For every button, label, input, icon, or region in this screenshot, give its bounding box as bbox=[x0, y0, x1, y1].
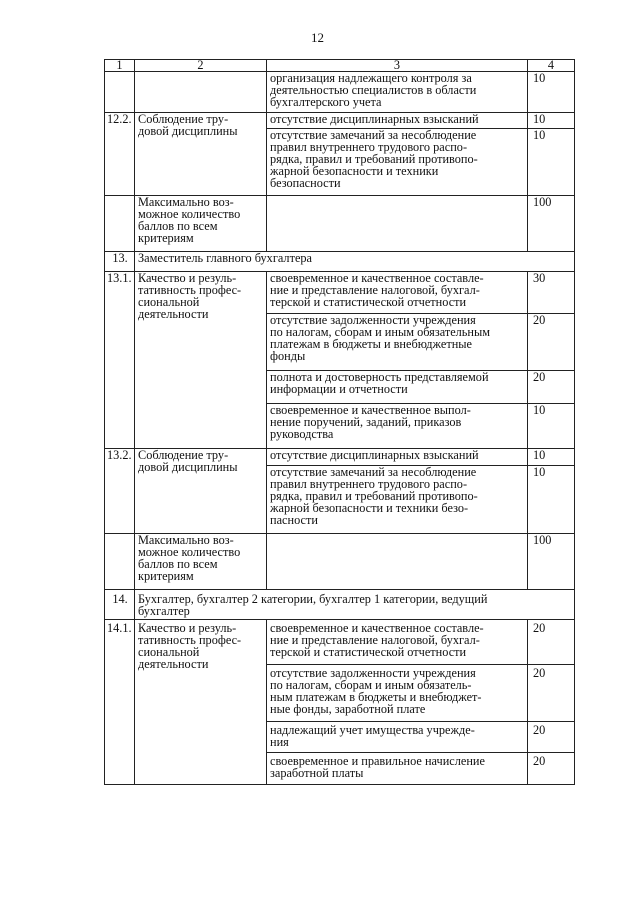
table-row bbox=[105, 620, 575, 665]
indicator-name: Соблюдение тру- довой дисциплины bbox=[135, 113, 267, 196]
score-value: 20 bbox=[528, 665, 575, 722]
score-value: 10 bbox=[528, 72, 575, 113]
row-number bbox=[105, 196, 135, 252]
column-header: 1 bbox=[105, 60, 135, 72]
row-number: 13.2. bbox=[105, 449, 135, 534]
table-row bbox=[105, 534, 575, 590]
indicator-name: Максимально воз- можное количество баллов по всем критериям bbox=[135, 534, 267, 590]
section-title: Бухгалтер, бухгалтер 2 категории, бухгалтер 1 категории, ведущий бухгалтер bbox=[135, 590, 575, 620]
score-value: 10 bbox=[528, 113, 575, 129]
section-number: 13. bbox=[105, 252, 135, 272]
column-header: 3 bbox=[267, 60, 528, 72]
criterion-text: отсутствие дисциплинарных взысканий bbox=[267, 449, 528, 466]
criterion-text: надлежащий учет имущества учрежде- ния bbox=[267, 722, 528, 753]
score-value: 20 bbox=[528, 722, 575, 753]
row-number: 13.1. bbox=[105, 272, 135, 449]
section-row bbox=[105, 252, 575, 272]
row-number: 14.1. bbox=[105, 620, 135, 785]
section-row bbox=[105, 590, 575, 620]
score-value: 10 bbox=[528, 449, 575, 466]
indicator-name: Максимально воз- можное количество баллов по всем критериям bbox=[135, 196, 267, 252]
table-row bbox=[105, 113, 575, 129]
table-row bbox=[105, 272, 575, 314]
criterion-text: своевременное и правильное начисление заработной платы bbox=[267, 753, 528, 785]
criterion-text: отсутствие задолженности учреждения по налогам, сборам и иным обязатель- ным платежам в бюджеты и внебюджет- ные фонды, заработной плате bbox=[267, 665, 528, 722]
column-header: 2 bbox=[135, 60, 267, 72]
row-number bbox=[105, 72, 135, 113]
score-value: 10 bbox=[528, 466, 575, 534]
section-title: Заместитель главного бухгалтера bbox=[135, 252, 575, 272]
criterion-text: организация надлежащего контроля за деятельностью специалистов в области бухгалтерского учета bbox=[267, 72, 528, 113]
row-number: 12.2. bbox=[105, 113, 135, 196]
score-value: 20 bbox=[528, 753, 575, 785]
column-header: 4 bbox=[528, 60, 575, 72]
score-value: 10 bbox=[528, 404, 575, 449]
criterion-text: отсутствие дисциплинарных взысканий bbox=[267, 113, 528, 129]
score-value: 20 bbox=[528, 620, 575, 665]
criterion-text: полнота и достоверность представляемой информации и отчетности bbox=[267, 371, 528, 404]
criterion-text: отсутствие задолженности учреждения по налогам, сборам и иным обязательным платежам в бюджеты и внебюджетные фонды bbox=[267, 314, 528, 371]
table-row bbox=[105, 72, 575, 113]
row-number bbox=[105, 534, 135, 590]
criterion-text bbox=[267, 534, 528, 590]
indicator-name: Качество и резуль- тативность профес- сиональной деятельности bbox=[135, 272, 267, 449]
criterion-text: своевременное и качественное составле- ние и представление налоговой, бухгал- терской и статистической отчетности bbox=[267, 272, 528, 314]
score-value: 20 bbox=[528, 371, 575, 404]
page-number: 12 bbox=[311, 30, 324, 45]
table-header-row bbox=[105, 60, 575, 72]
criterion-text: своевременное и качественное выпол- нение поручений, заданий, приказов руководства bbox=[267, 404, 528, 449]
criterion-text: отсутствие замечаний за несоблюдение правил внутреннего трудового распо- рядка, правил и требований противопо- жарной безопасности и техники безо- пасности bbox=[267, 466, 528, 534]
score-value: 100 bbox=[528, 196, 575, 252]
criterion-text bbox=[267, 196, 528, 252]
criterion-text: отсутствие замечаний за несоблюдение правил внутреннего трудового распо- рядка, правил и требований противопо- жарной безопасности и техники безопасности bbox=[267, 129, 528, 196]
indicator-name: Соблюдение тру- довой дисциплины bbox=[135, 449, 267, 534]
table-row bbox=[105, 449, 575, 466]
score-value: 100 bbox=[528, 534, 575, 590]
criterion-text: своевременное и качественное составле- ние и представление налоговой, бухгал- терской и статистической отчетности bbox=[267, 620, 528, 665]
score-value: 30 bbox=[528, 272, 575, 314]
indicator-name bbox=[135, 72, 267, 113]
score-value: 10 bbox=[528, 129, 575, 196]
indicator-name: Качество и резуль- тативность профес- сиональной деятельности bbox=[135, 620, 267, 785]
score-value: 20 bbox=[528, 314, 575, 371]
table-row bbox=[105, 196, 575, 252]
section-number: 14. bbox=[105, 590, 135, 620]
criteria-table bbox=[104, 59, 575, 785]
